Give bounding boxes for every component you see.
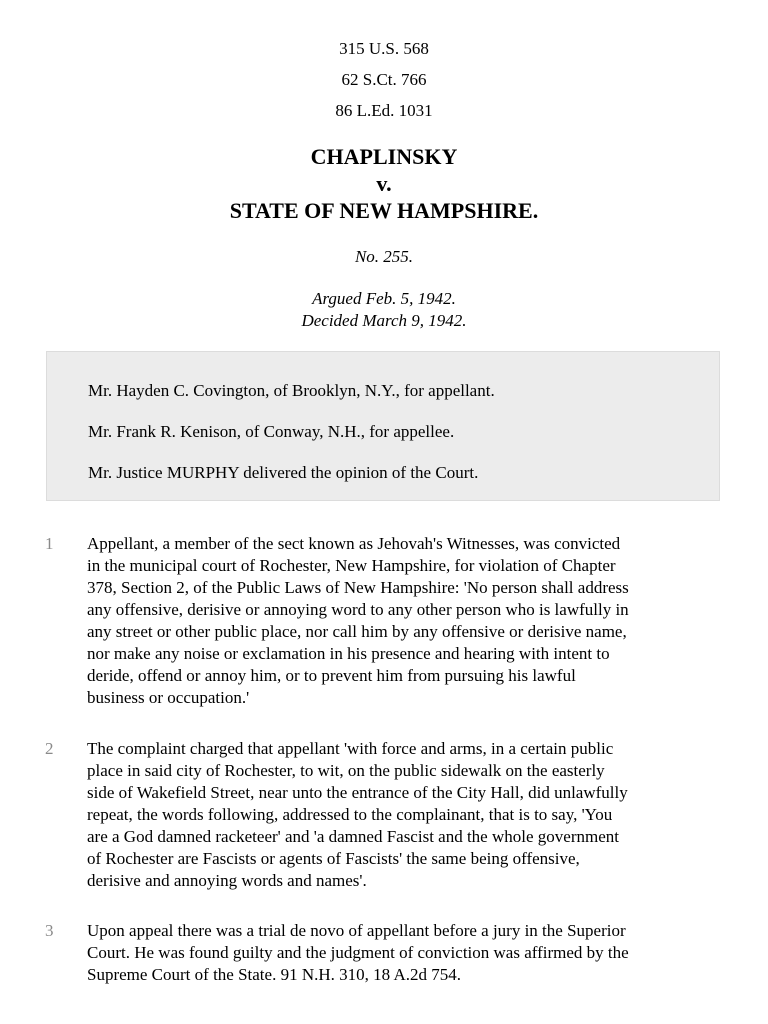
paragraph-text <box>87 533 737 709</box>
docket-number: No. 255. <box>354 247 414 266</box>
citation-sct: 62 S.Ct. 766 <box>341 70 427 89</box>
paragraph-line: in the municipal court of Rochester, New Hampshire, for violation of Chapter <box>87 556 616 575</box>
case-versus: v. <box>376 171 392 196</box>
counsel-box <box>46 351 720 501</box>
case-title <box>0 143 768 224</box>
citation-led: 86 L.Ed. 1031 <box>335 101 433 120</box>
paragraph-line: side of Wakefield Street, near unto the entrance of the City Hall, did unlawfully <box>87 783 628 802</box>
paragraph-line: 378, Section 2, of the Public Laws of New Hampshire: 'No person shall address <box>87 578 629 597</box>
citation-us: 315 U.S. 568 <box>339 39 429 58</box>
paragraph-line: derisive and annoying words and names'. <box>87 871 367 890</box>
counsel-appellant: Mr. Hayden C. Covington, of Brooklyn, N.Y., for appellant. <box>88 381 495 400</box>
paragraph-line: of Rochester are Fascists or agents of Fascists' the same being offensive, <box>87 849 580 868</box>
counsel-appellee: Mr. Frank R. Kenison, of Conway, N.H., for appellee. <box>88 422 455 441</box>
paragraph-line: Upon appeal there was a trial de novo of appellant before a jury in the Superior <box>87 921 626 940</box>
paragraph-line: The complaint charged that appellant 'with force and arms, in a certain public <box>87 739 614 758</box>
paragraph-line: Supreme Court of the State. 91 N.H. 310, 18 A.2d 754. <box>87 965 461 984</box>
paragraph-line: Appellant, a member of the sect known as Jehovah's Witnesses, was convicted <box>87 534 621 553</box>
paragraph-text <box>87 738 737 892</box>
paragraph-line: deride, offend or annoy him, or to prevent him from pursuing his lawful <box>87 666 576 685</box>
paragraph-line: nor make any noise or exclamation in his presence and hearing with intent to <box>87 644 610 663</box>
paragraph-line: business or occupation.' <box>87 688 250 707</box>
paragraph-line: place in said city of Rochester, to wit, on the public sidewalk on the easterly <box>87 761 605 780</box>
paragraph-line: repeat, the words following, addressed to the complainant, that is to say, 'You <box>87 805 613 824</box>
case-party-appellee: STATE OF NEW HAMPSHIRE. <box>229 198 539 223</box>
paragraph-line: are a God damned racketeer' and 'a damned Fascist and the whole government <box>87 827 619 846</box>
citations <box>0 33 768 126</box>
paragraph-number: 1 <box>45 534 54 553</box>
paragraph-text <box>87 920 737 986</box>
opinion-author: Mr. Justice MURPHY delivered the opinion of the Court. <box>88 463 479 482</box>
paragraph-line: any street or other public place, nor call him by any offensive or derisive name, <box>87 622 627 641</box>
case-party-appellant: CHAPLINSKY <box>310 144 458 169</box>
paragraph-number: 3 <box>45 921 54 940</box>
case-dates <box>0 288 768 332</box>
decided-date: Decided March 9, 1942. <box>301 311 467 330</box>
paragraph-line: Court. He was found guilty and the judgment of conviction was affirmed by the <box>87 943 629 962</box>
paragraph-number: 2 <box>45 739 54 758</box>
paragraph-line: any offensive, derisive or annoying word to any other person who is lawfully in <box>87 600 629 619</box>
argued-date: Argued Feb. 5, 1942. <box>312 289 456 308</box>
